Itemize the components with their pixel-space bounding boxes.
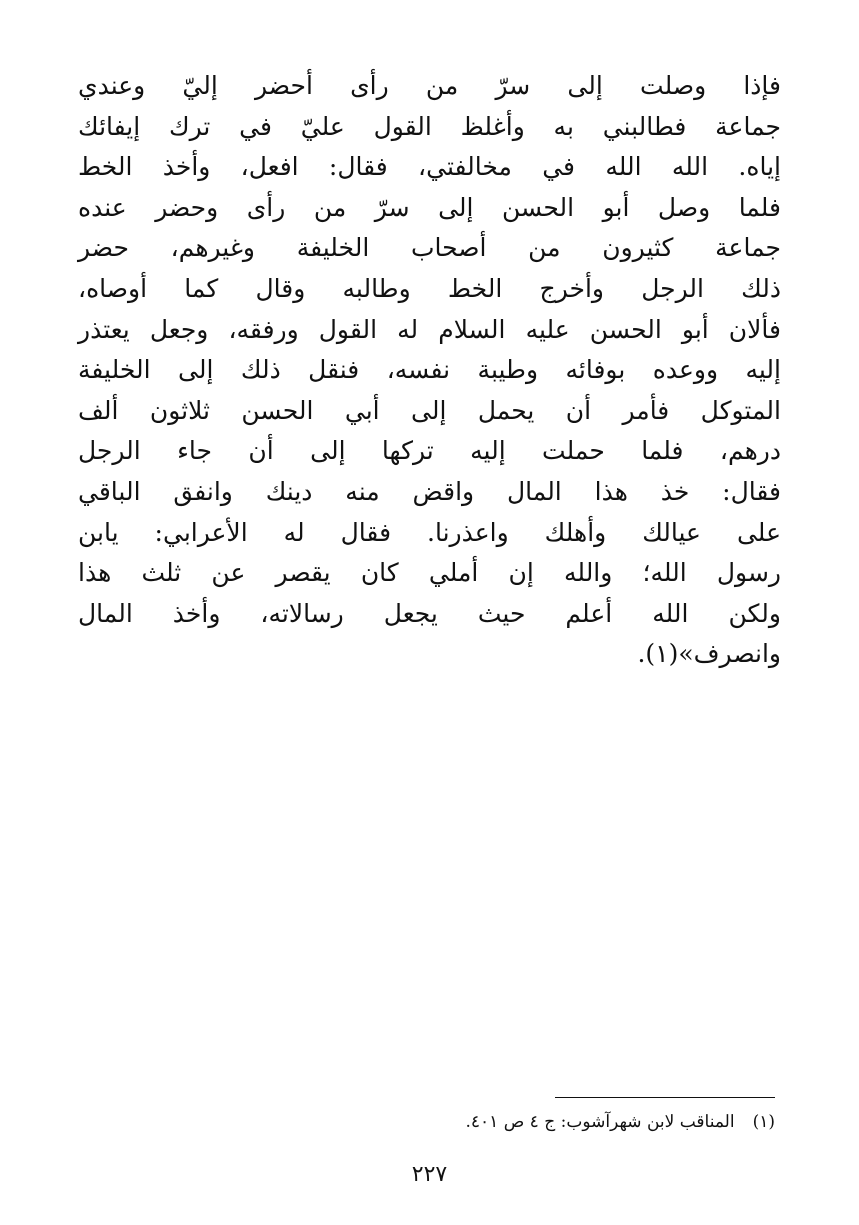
text-line-4: فلما وصل أبو الحسن إلى سرّ من رأى وحضر عنده [78,192,781,222]
text-line-7: فألان أبو الحسن عليه السلام له القول ورفقه، وجعل يعتذر [78,314,781,344]
footnote-divider [555,1097,775,1098]
text-line-3: إياه. الله الله في مخالفتي، فقال: افعل، وأخذ الخط [78,152,781,182]
main-text-block [78,66,781,675]
text-line-15: وانصرف»(١). [637,639,781,669]
text-line-5: جماعة كثيرون من أصحاب الخليفة وغيرهم، حضر [78,233,781,263]
footnote [175,1108,775,1136]
text-line-10: درهم، فلما حملت إليه تركها إلى أن جاء الرجل [78,436,781,466]
text-line-2: جماعة فطالبني به وأغلظ القول عليّ في ترك إيفائك [78,111,781,141]
text-line-9: المتوكل فأمر أن يحمل إلى أبي الحسن ثلاثون ألف [78,395,781,425]
text-line-12: على عيالك وأهلك واعذرنا. فقال له الأعرابي: يابن [78,517,781,547]
text-line-1: فإذا وصلت إلى سرّ من رأى أحضر إليّ وعندي [78,71,781,100]
text-line-13: رسول الله؛ والله إن أملي كان يقصر عن ثلث هذا [78,558,781,588]
footnote-text: المناقب لابن شهرآشوب: ج ٤ ص ٤٠١. [465,1112,735,1132]
text-line-14: ولكن الله أعلم حيث يجعل رسالاته، وأخذ المال [78,598,781,628]
page-number: ٢٢٧ [411,1162,448,1187]
text-line-6: ذلك الرجل وأخرج الخط وطالبه وقال كما أوصاه، [78,273,781,303]
text-line-8: إليه ووعده بوفائه وطيبة نفسه، فنقل ذلك إلى الخليفة [78,355,781,385]
footnote-marker: (١) [752,1112,775,1132]
text-line-11: فقال: خذ هذا المال واقض منه دينك وانفق الباقي [78,476,781,506]
